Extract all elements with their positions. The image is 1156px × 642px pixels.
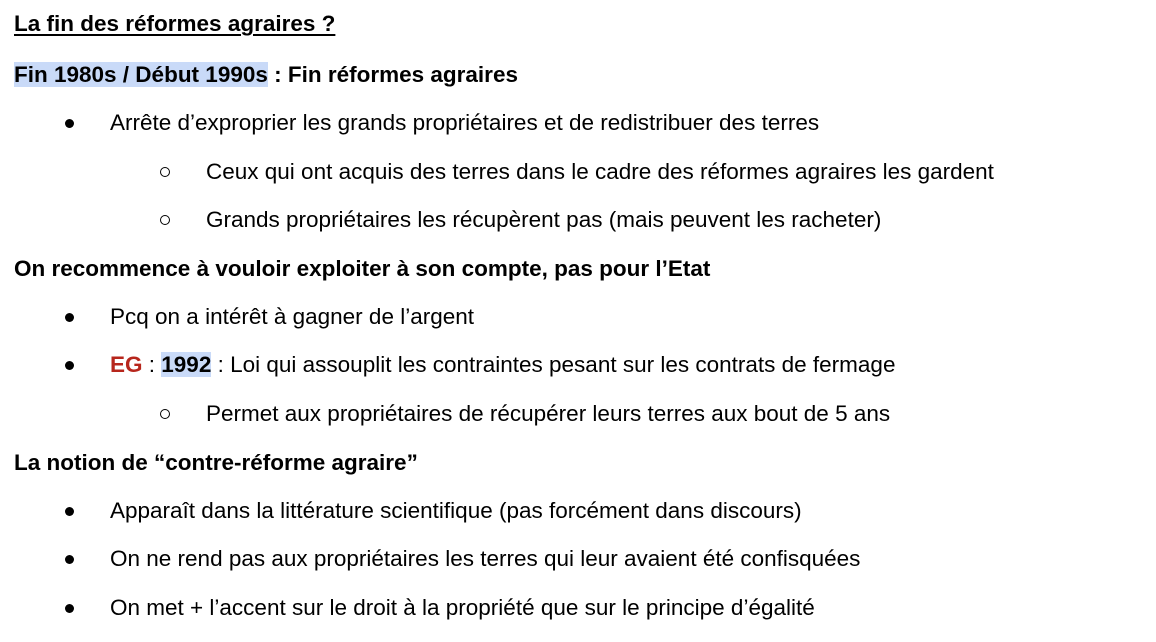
sub-list-item-text: Permet aux propriétaires de récupérer leurs terres aux bout de 5 ans — [206, 401, 891, 426]
list-item-text: On ne rend pas aux propriétaires les terres qui leur avaient été confisquées — [110, 546, 861, 571]
example-text — [110, 350, 895, 380]
highlighted-year: 1992 — [161, 352, 212, 377]
bullet-icon — [62, 108, 76, 138]
section-heading-exploiter: On recommence à vouloir exploiter à son compte, pas pour l’Etat — [14, 256, 711, 281]
bullet-icon — [62, 350, 76, 380]
example-description: : Loi qui assouplit les contraintes pesant sur les contrats de fermage — [211, 352, 896, 377]
section-heading-contre-reforme: La notion de “contre-réforme agraire” — [14, 450, 418, 475]
sub-list-item-text: Ceux qui ont acquis des terres dans le cadre des réformes agraires les gardent — [206, 159, 994, 184]
hollow-bullet-icon — [158, 399, 172, 429]
bullet-icon — [62, 544, 76, 574]
example-label: EG — [110, 352, 143, 377]
list-item-text: Arrête d’exproprier les grands propriétaires et de redistribuer des terres — [110, 110, 820, 135]
page-title: La fin des réformes agraires ? — [14, 11, 336, 36]
sub-list-item-text: Grands propriétaires les récupèrent pas (mais peuvent les racheter) — [206, 207, 882, 232]
hollow-bullet-icon — [158, 157, 172, 187]
highlighted-date-range: Fin 1980s / Début 1990s — [14, 62, 268, 87]
list-item-text: Apparaît dans la littérature scientifique (pas forcément dans discours) — [110, 498, 802, 523]
example-separator: : — [142, 352, 162, 377]
bullet-icon — [62, 496, 76, 526]
bullet-icon — [62, 593, 76, 623]
section-heading-rest: : Fin réformes agraires — [267, 62, 518, 87]
hollow-bullet-icon — [158, 205, 172, 235]
section-heading-fin-reformes — [14, 60, 518, 90]
list-item-text: On met + l’accent sur le droit à la propriété que sur le principe d’égalité — [110, 595, 815, 620]
list-item-text: Pcq on a intérêt à gagner de l’argent — [110, 304, 474, 329]
bullet-icon — [62, 302, 76, 332]
